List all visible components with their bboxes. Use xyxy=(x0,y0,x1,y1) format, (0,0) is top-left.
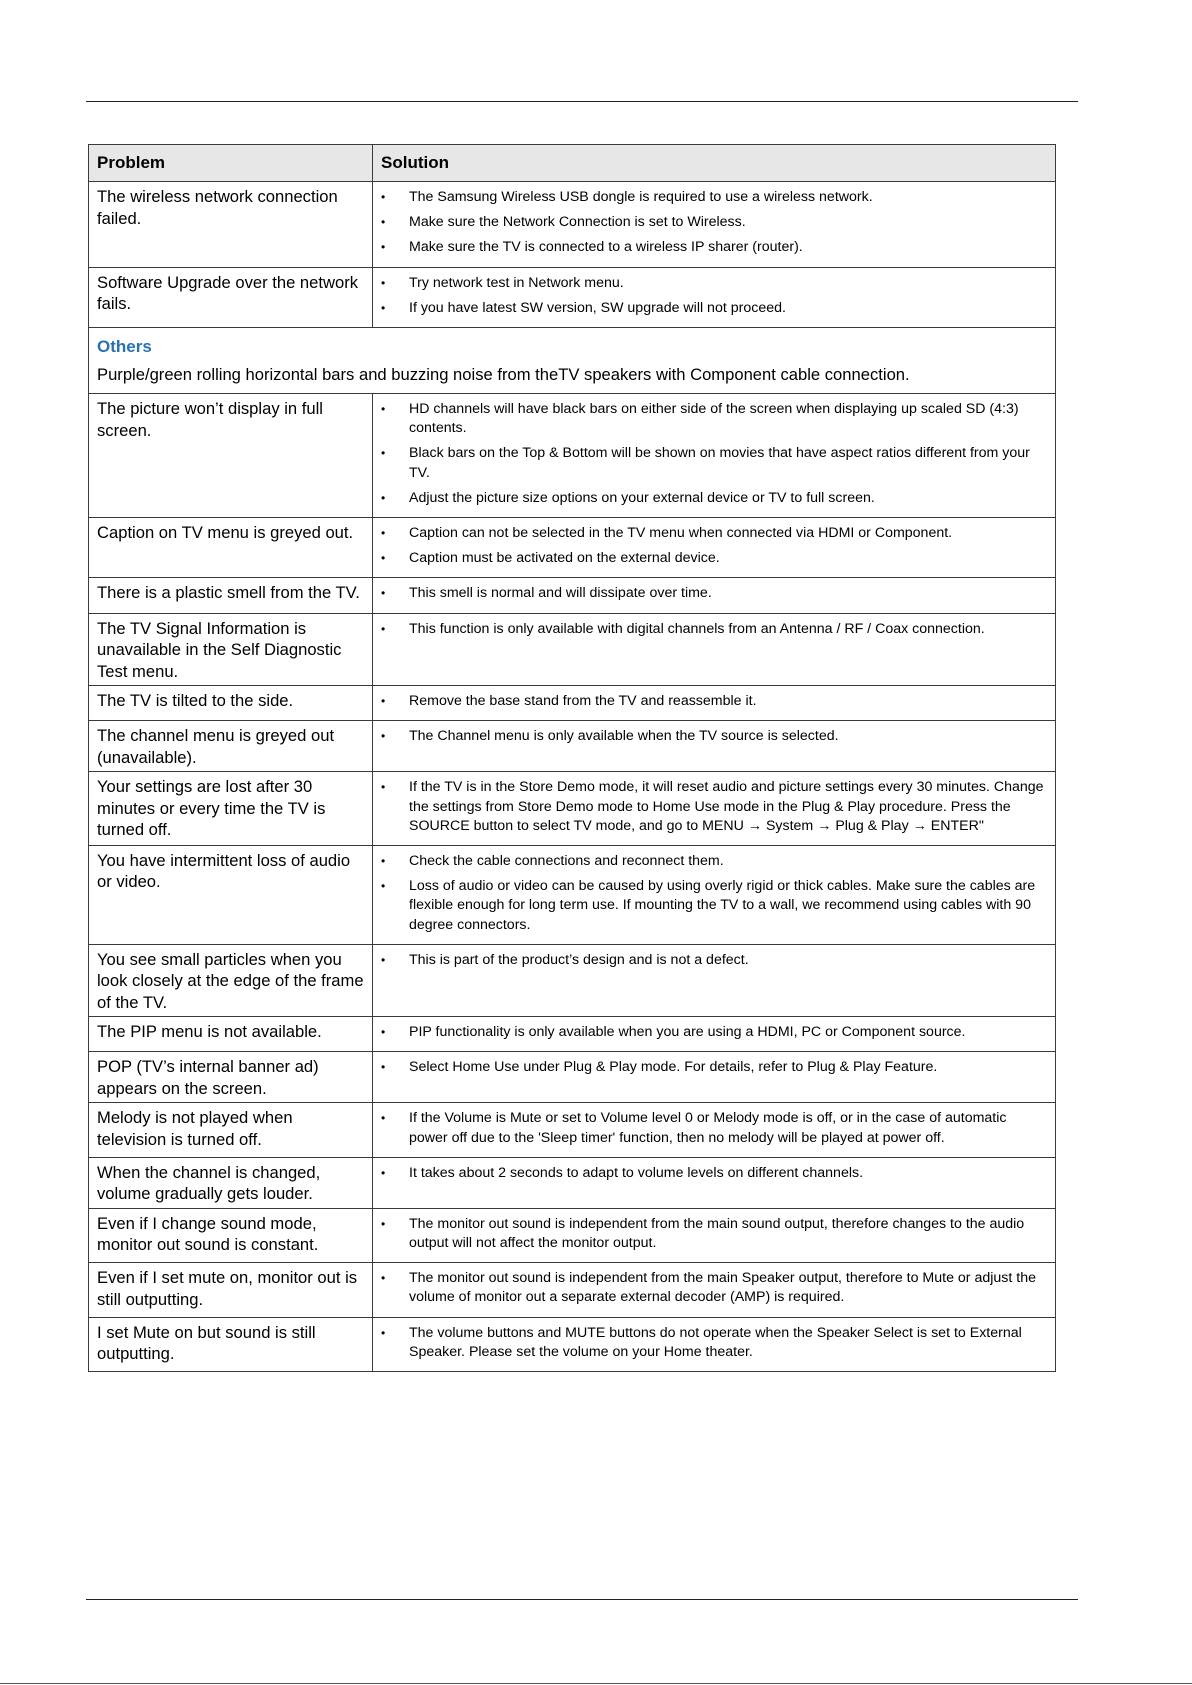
problem-cell: Even if I change sound mode, monitor out sound is constant. xyxy=(89,1208,373,1262)
solution-list xyxy=(381,951,1047,970)
header-rule xyxy=(86,101,1078,102)
solution-item: • This function is only available with digital channels from an Antenna / RF / Coax connection. xyxy=(381,620,1047,639)
table-row xyxy=(89,721,1056,772)
table-body-top xyxy=(89,182,1056,328)
solution-list xyxy=(381,1164,1047,1183)
solution-cell xyxy=(373,845,1056,944)
solution-cell xyxy=(373,613,1056,686)
problem-cell: The PIP menu is not available. xyxy=(89,1017,373,1052)
solution-list xyxy=(381,1215,1047,1253)
table-row xyxy=(89,1103,1056,1157)
problem-cell: The channel menu is greyed out (unavailable). xyxy=(89,721,373,772)
table-row xyxy=(89,613,1056,686)
problem-cell: Software Upgrade over the network fails. xyxy=(89,267,373,327)
troubleshooting-table xyxy=(88,144,1056,1372)
problem-cell: The wireless network connection failed. xyxy=(89,182,373,268)
problem-cell: You see small particles when you look closely at the edge of the frame of the TV. xyxy=(89,944,373,1017)
solution-list xyxy=(381,188,1047,258)
solution-cell xyxy=(373,182,1056,268)
solution-item: • If the TV is in the Store Demo mode, it will reset audio and picture settings every 30 minutes. Change the settings from Store Demo mode to Home Use mode in the Plug & Play procedure. Press the SOURCE button to select TV mode, and go to MENU → System → Plug & Play → ENTER" xyxy=(381,778,1047,836)
solution-item: • Make sure the Network Connection is set to Wireless. xyxy=(381,213,1047,232)
solution-item: • Check the cable connections and reconnect them. xyxy=(381,852,1047,871)
table-row xyxy=(89,772,1056,846)
solution-cell xyxy=(373,1103,1056,1157)
solution-cell xyxy=(373,1017,1056,1052)
solution-cell xyxy=(373,1208,1056,1262)
solution-item: • The monitor out sound is independent from the main sound output, therefore changes to the audio output will not affect the monitor output. xyxy=(381,1215,1047,1253)
problem-cell: You have intermittent loss of audio or video. xyxy=(89,845,373,944)
others-title: Others xyxy=(97,337,152,357)
footer-rule xyxy=(86,1599,1078,1600)
problem-cell: When the channel is changed, volume gradually gets louder. xyxy=(89,1157,373,1208)
solution-list xyxy=(381,852,1047,935)
solution-item: • Select Home Use under Plug & Play mode. For details, refer to Plug & Play Feature. xyxy=(381,1058,1047,1077)
solution-item: • This smell is normal and will dissipate over time. xyxy=(381,584,1047,603)
solution-item: • If the Volume is Mute or set to Volume level 0 or Melody mode is off, or in the case of automatic power off due to the 'Sleep timer' function, then no melody will be played at power off. xyxy=(381,1109,1047,1147)
solution-cell xyxy=(373,1263,1056,1317)
solution-item: • Loss of audio or video can be caused by using overly rigid or thick cables. Make sure the cables are flexible enough for long term use. If mounting the TV to a wall, we recommend using cables with 90 degree connectors. xyxy=(381,877,1047,935)
solution-item: • The Samsung Wireless USB dongle is required to use a wireless network. xyxy=(381,188,1047,207)
table-row xyxy=(89,518,1056,578)
solution-cell xyxy=(373,944,1056,1017)
table-row xyxy=(89,267,1056,327)
solution-item: • It takes about 2 seconds to adapt to volume levels on different channels. xyxy=(381,1164,1047,1183)
solution-item: • PIP functionality is only available when you are using a HDMI, PC or Component source. xyxy=(381,1023,1047,1042)
problem-cell: Caption on TV menu is greyed out. xyxy=(89,518,373,578)
solution-list xyxy=(381,692,1047,711)
others-description: Purple/green rolling horizontal bars and buzzing noise from theTV speakers with Component cable connection. xyxy=(97,365,910,385)
solution-item: • Caption can not be selected in the TV menu when connected via HDMI or Component. xyxy=(381,524,1047,543)
table-header-row xyxy=(89,145,1056,182)
problem-cell: The TV Signal Information is unavailable in the Self Diagnostic Test menu. xyxy=(89,613,373,686)
solution-list xyxy=(381,620,1047,639)
table-row xyxy=(89,578,1056,613)
solution-list xyxy=(381,1023,1047,1042)
table-body-bottom xyxy=(89,394,1056,1372)
problem-cell: The picture won’t display in full screen. xyxy=(89,394,373,518)
solution-list xyxy=(381,524,1047,568)
solution-cell xyxy=(373,1052,1056,1103)
solution-cell xyxy=(373,518,1056,578)
problem-cell: Your settings are lost after 30 minutes or every time the TV is turned off. xyxy=(89,772,373,846)
solution-item: • Remove the base stand from the TV and reassemble it. xyxy=(381,692,1047,711)
solution-item: • The Channel menu is only available when the TV source is selected. xyxy=(381,727,1047,746)
problem-cell: Melody is not played when television is turned off. xyxy=(89,1103,373,1157)
table-row xyxy=(89,686,1056,721)
problem-cell: I set Mute on but sound is still outputting. xyxy=(89,1317,373,1371)
solution-cell xyxy=(373,394,1056,518)
solution-cell xyxy=(373,1317,1056,1371)
solution-item: • This is part of the product’s design and is not a defect. xyxy=(381,951,1047,970)
solution-list xyxy=(381,1269,1047,1307)
solution-item: • If you have latest SW version, SW upgrade will not proceed. xyxy=(381,299,1047,318)
solution-item: • Make sure the TV is connected to a wireless IP sharer (router). xyxy=(381,238,1047,257)
problem-cell: The TV is tilted to the side. xyxy=(89,686,373,721)
table-row xyxy=(89,944,1056,1017)
page-edge-rule xyxy=(0,1683,1192,1684)
solution-list xyxy=(381,778,1047,836)
solution-cell xyxy=(373,772,1056,846)
solution-item: • Adjust the picture size options on your external device or TV to full screen. xyxy=(381,489,1047,508)
solution-item: • HD channels will have black bars on either side of the screen when displaying up scaled SD (4:3) contents. xyxy=(381,400,1047,438)
table-row xyxy=(89,394,1056,518)
solution-item: • The volume buttons and MUTE buttons do not operate when the Speaker Select is set to External Speaker. Please set the volume on your Home theater. xyxy=(381,1324,1047,1362)
problem-cell: There is a plastic smell from the TV. xyxy=(89,578,373,613)
solution-cell xyxy=(373,1157,1056,1208)
solution-list xyxy=(381,1324,1047,1362)
solution-item: • Black bars on the Top & Bottom will be shown on movies that have aspect ratios different from your TV. xyxy=(381,444,1047,482)
others-row xyxy=(89,328,1056,394)
solution-list xyxy=(381,727,1047,746)
table-row xyxy=(89,845,1056,944)
solution-list xyxy=(381,1058,1047,1077)
others-cell xyxy=(89,328,1056,394)
solution-cell xyxy=(373,686,1056,721)
solution-list xyxy=(381,584,1047,603)
solution-column-header: Solution xyxy=(373,145,1056,182)
solution-item: • The monitor out sound is independent from the main Speaker output, therefore to Mute or adjust the volume of monitor out a separate external decoder (AMP) is required. xyxy=(381,1269,1047,1307)
solution-cell xyxy=(373,267,1056,327)
table-row xyxy=(89,182,1056,268)
others-section xyxy=(89,328,1056,394)
problem-column-header: Problem xyxy=(89,145,373,182)
table-row xyxy=(89,1208,1056,1262)
solution-list xyxy=(381,1109,1047,1147)
table-row xyxy=(89,1017,1056,1052)
table-row xyxy=(89,1052,1056,1103)
solution-cell xyxy=(373,721,1056,772)
solution-cell xyxy=(373,578,1056,613)
problem-cell: POP (TV’s internal banner ad) appears on the screen. xyxy=(89,1052,373,1103)
problem-cell: Even if I set mute on, monitor out is still outputting. xyxy=(89,1263,373,1317)
solution-item: • Try network test in Network menu. xyxy=(381,274,1047,293)
solution-list xyxy=(381,400,1047,508)
solution-item: • Caption must be activated on the external device. xyxy=(381,549,1047,568)
solution-list xyxy=(381,274,1047,318)
table-row xyxy=(89,1263,1056,1317)
table-row xyxy=(89,1157,1056,1208)
table-row xyxy=(89,1317,1056,1371)
